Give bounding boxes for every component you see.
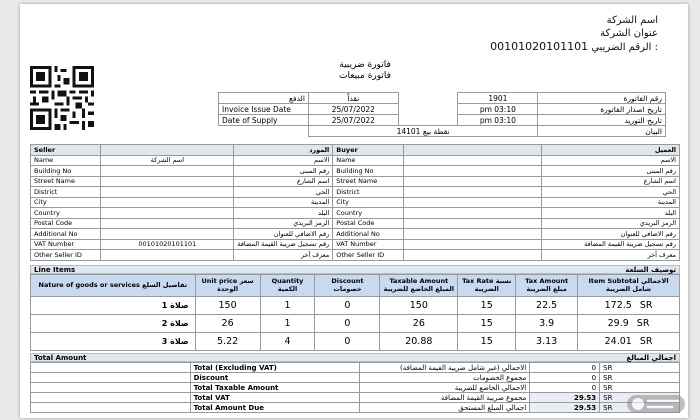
- seller-field-value: [101, 218, 234, 229]
- total-currency: SR: [600, 373, 680, 383]
- total-currency: SR: [600, 383, 680, 393]
- watermark-logo-icon: [626, 392, 686, 416]
- buyer-field-label-en: Street Name: [333, 176, 403, 187]
- invoice-meta-table: [218, 92, 666, 137]
- seller-header-ar: المورد: [234, 145, 333, 156]
- item-unit-price: 150: [195, 297, 260, 315]
- seller-field-value: [101, 166, 234, 177]
- total-currency: SR: [600, 393, 680, 403]
- buyer-field-label-en: Other Seller ID: [333, 250, 403, 261]
- party-row: [31, 229, 680, 240]
- seller-field-value: [101, 208, 234, 219]
- payment-label: الدفع: [219, 93, 309, 104]
- buyer-field-value: [403, 208, 541, 219]
- item-currency: SR: [639, 336, 653, 347]
- item-discount: 0: [315, 315, 380, 333]
- item-tax-amount: 3.9: [516, 315, 578, 333]
- party-row: [31, 208, 680, 219]
- buyer-field-value: [403, 218, 541, 229]
- buyer-field-label-ar: الرمز البريدي: [542, 218, 680, 229]
- seller-field-label-en: VAT Number: [31, 239, 101, 250]
- seller-field-value: [101, 229, 234, 240]
- buyer-field-label-ar: رقم الاضافي للعنوان: [542, 229, 680, 240]
- seller-field-label-ar: البلد: [234, 208, 333, 219]
- item-unit-price: 26: [195, 315, 260, 333]
- col-tax-amount: Tax Amount مبلغ الضريبة: [516, 275, 578, 297]
- line-items-title-en: Line Items: [34, 266, 76, 274]
- party-row: [31, 187, 680, 198]
- company-header: [490, 14, 658, 54]
- invoice-page: [20, 4, 688, 418]
- item-taxable: 150: [380, 297, 458, 315]
- buyer-field-value: [403, 229, 541, 240]
- total-label-ar: مجموع الخصومات: [360, 373, 530, 383]
- seller-field-value: 00101020101101: [101, 239, 234, 250]
- buyer-field-label-ar: اسم الشارع: [542, 176, 680, 187]
- invoice-number: 1901: [458, 93, 538, 104]
- seller-field-label-ar: اسم الشارع: [234, 176, 333, 187]
- col-unit-price: Unit price سعر الوحدة: [195, 275, 260, 297]
- party-row: [31, 176, 680, 187]
- total-value: 29.53: [530, 403, 600, 413]
- company-vat: [490, 40, 658, 54]
- buyer-field-value: [403, 187, 541, 198]
- item-subtotal-cell: [578, 333, 680, 351]
- line-item-row: [31, 333, 680, 351]
- supply-time: pm 03:10: [458, 115, 538, 126]
- total-row: [31, 403, 680, 413]
- total-value: 0: [530, 383, 600, 393]
- seller-field-value: [101, 250, 234, 261]
- item-taxable: 26: [380, 315, 458, 333]
- totals-table: [30, 362, 680, 413]
- total-label-ar: اجمالي المبلغ المستحق: [360, 403, 530, 413]
- item-discount: 0: [315, 333, 380, 351]
- item-name: صلاة 2: [31, 315, 196, 333]
- buyer-field-value: [403, 155, 541, 166]
- buyer-field-label-ar: رقم المبنى: [542, 166, 680, 177]
- col-tax-rate: Tax Rate نسبة الضريبة: [458, 275, 516, 297]
- buyer-header-en: Buyer: [333, 145, 403, 156]
- col-taxable: Taxable Amount المبلغ الخاضع للضريبة: [380, 275, 458, 297]
- seller-field-value: اسم الشركة: [101, 155, 234, 166]
- supply-date: 25/07/2022: [308, 115, 398, 126]
- col-nature: Nature of goods or services تفاصيل السلع: [31, 275, 196, 297]
- buyer-field-label-en: District: [333, 187, 403, 198]
- invoice-number-label: رقم الفاتورة: [538, 93, 666, 104]
- total-row: [31, 383, 680, 393]
- total-label-en: Discount: [190, 373, 360, 383]
- item-tax-rate: 15: [458, 315, 516, 333]
- seller-field-label-ar: المدينة: [234, 197, 333, 208]
- buyer-field-label-en: Name: [333, 155, 403, 166]
- buyer-field-label-ar: معرف آخر: [542, 250, 680, 261]
- line-items-bar: [30, 265, 680, 274]
- item-name: صلاة 1: [31, 297, 196, 315]
- item-currency: SR: [636, 318, 650, 329]
- total-label-ar: الاجمالي الخاضع للضريبة: [360, 383, 530, 393]
- buyer-field-label-ar: رقم تسجيل ضريبة القيمة المضافة: [542, 239, 680, 250]
- seller-field-label-ar: الاسم: [234, 155, 333, 166]
- buyer-header-ar: العميل: [542, 145, 680, 156]
- total-label-en: Total (Excluding VAT): [190, 363, 360, 373]
- line-items-title-ar: توصيف السلعة: [625, 266, 676, 274]
- item-unit-price: 5.22: [195, 333, 260, 351]
- sales-invoice-title: فاتورة مبيعات: [339, 71, 391, 81]
- party-row: [31, 250, 680, 261]
- col-subtotal: Item Subtotal الاجمالي شامل الضريبة: [578, 275, 680, 297]
- seller-field-label-ar: رقم المبنى: [234, 166, 333, 177]
- item-subtotal: 29.9: [607, 318, 629, 329]
- tax-invoice-title: فاتورة ضريبية: [339, 60, 391, 70]
- total-value: 0: [530, 363, 600, 373]
- buyer-field-label-ar: الاسم: [542, 155, 680, 166]
- supply-date-label-ar: تاريخ التوريد: [538, 115, 666, 126]
- line-item-row: [31, 297, 680, 315]
- seller-header-en: Seller: [31, 145, 101, 156]
- seller-field-label-en: City: [31, 197, 101, 208]
- item-quantity: 1: [260, 297, 315, 315]
- party-row: [31, 197, 680, 208]
- total-currency: SR: [600, 363, 680, 373]
- total-value: 29.53: [530, 393, 600, 403]
- line-item-row: [31, 315, 680, 333]
- seller-field-value: [101, 187, 234, 198]
- payment-value: نقداً: [308, 93, 398, 104]
- seller-field-label-en: Street Name: [31, 176, 101, 187]
- item-taxable: 20.88: [380, 333, 458, 351]
- item-quantity: 1: [260, 315, 315, 333]
- line-items-table: [30, 274, 680, 351]
- item-subtotal-cell: [578, 297, 680, 315]
- seller-field-label-ar: الرمز البريدي: [234, 218, 333, 229]
- buyer-field-label-ar: المدينة: [542, 197, 680, 208]
- seller-field-value: [101, 176, 234, 187]
- buyer-field-value: [403, 176, 541, 187]
- buyer-field-value: [403, 250, 541, 261]
- seller-field-label-ar: رقم الاضافي للعنوان: [234, 229, 333, 240]
- parties-table: [30, 144, 680, 261]
- issue-time: pm 03:10: [458, 104, 538, 115]
- total-row: [31, 363, 680, 373]
- total-row: [31, 373, 680, 383]
- invoice-details-value: نقطة بيع 14101: [308, 126, 537, 137]
- seller-field-label-en: Country: [31, 208, 101, 219]
- buyer-field-label-en: Country: [333, 208, 403, 219]
- total-label-ar: مجموع ضريبة القيمة المضافة: [360, 393, 530, 403]
- item-tax-amount: 22.5: [516, 297, 578, 315]
- seller-field-label-ar: الحي: [234, 187, 333, 198]
- totals-title-ar: اجمالي المبالغ: [626, 354, 676, 362]
- issue-date-label-ar: تاريخ اصدار الفاتورة: [538, 104, 666, 115]
- buyer-field-label-en: Postal Code: [333, 218, 403, 229]
- company-name: اسم الشركة: [606, 15, 658, 26]
- issue-date-label-en: Invoice Issue Date: [219, 104, 309, 115]
- buyer-field-label-ar: الحي: [542, 187, 680, 198]
- col-discount: Discount خصومات: [315, 275, 380, 297]
- invoice-titles: [290, 60, 440, 82]
- total-label-ar: الاجمالي (غير شامل ضريبة القيمة المضافة): [360, 363, 530, 373]
- company-vat-number: 00101020101101: [490, 40, 589, 53]
- item-tax-rate: 15: [458, 297, 516, 315]
- seller-field-label-en: Postal Code: [31, 218, 101, 229]
- total-value: 0: [530, 373, 600, 383]
- party-row: [31, 166, 680, 177]
- item-tax-amount: 3.13: [516, 333, 578, 351]
- total-label-en: Total VAT: [190, 393, 360, 403]
- totals-title-en: Total Amount: [34, 354, 87, 362]
- issue-date: 25/07/2022: [308, 104, 398, 115]
- party-row: [31, 218, 680, 229]
- item-discount: 0: [315, 297, 380, 315]
- item-subtotal-cell: [578, 315, 680, 333]
- buyer-field-label-en: VAT Number: [333, 239, 403, 250]
- company-address: عنوان الشركة: [600, 28, 658, 39]
- party-row: [31, 155, 680, 166]
- invoice-details-label: البيان: [538, 126, 666, 137]
- seller-field-label-ar: معرف آخر: [234, 250, 333, 261]
- item-quantity: 4: [260, 333, 315, 351]
- totals-bar: [30, 353, 680, 362]
- buyer-field-label-en: City: [333, 197, 403, 208]
- supply-date-label-en: Date of Supply: [219, 115, 309, 126]
- item-subtotal: 24.01: [604, 336, 632, 347]
- company-vat-label: الرقم الضريبي :: [591, 42, 658, 53]
- party-row: [31, 239, 680, 250]
- seller-field-label-ar: رقم تسجيل ضريبة القيمة المضافة: [234, 239, 333, 250]
- buyer-field-value: [403, 166, 541, 177]
- buyer-field-label-ar: البلد: [542, 208, 680, 219]
- item-tax-rate: 15: [458, 333, 516, 351]
- seller-field-label-en: Name: [31, 155, 101, 166]
- seller-field-label-en: District: [31, 187, 101, 198]
- item-subtotal: 172.5: [604, 300, 632, 311]
- buyer-field-label-en: Building No: [333, 166, 403, 177]
- total-label-en: Total Taxable Amount: [190, 383, 360, 393]
- seller-field-label-en: Building No: [31, 166, 101, 177]
- total-label-en: Total Amount Due: [190, 403, 360, 413]
- col-quantity: Quantity الكمية: [260, 275, 315, 297]
- seller-field-value: [101, 197, 234, 208]
- total-currency: SR: [600, 403, 680, 413]
- item-name: صلاة 3: [31, 333, 196, 351]
- seller-field-label-en: Other Seller ID: [31, 250, 101, 261]
- buyer-field-value: [403, 197, 541, 208]
- buyer-field-value: [403, 239, 541, 250]
- total-row: [31, 393, 680, 403]
- item-currency: SR: [639, 300, 653, 311]
- qr-code-icon: [30, 66, 94, 130]
- buyer-field-label-en: Additional No: [333, 229, 403, 240]
- seller-field-label-en: Additional No: [31, 229, 101, 240]
